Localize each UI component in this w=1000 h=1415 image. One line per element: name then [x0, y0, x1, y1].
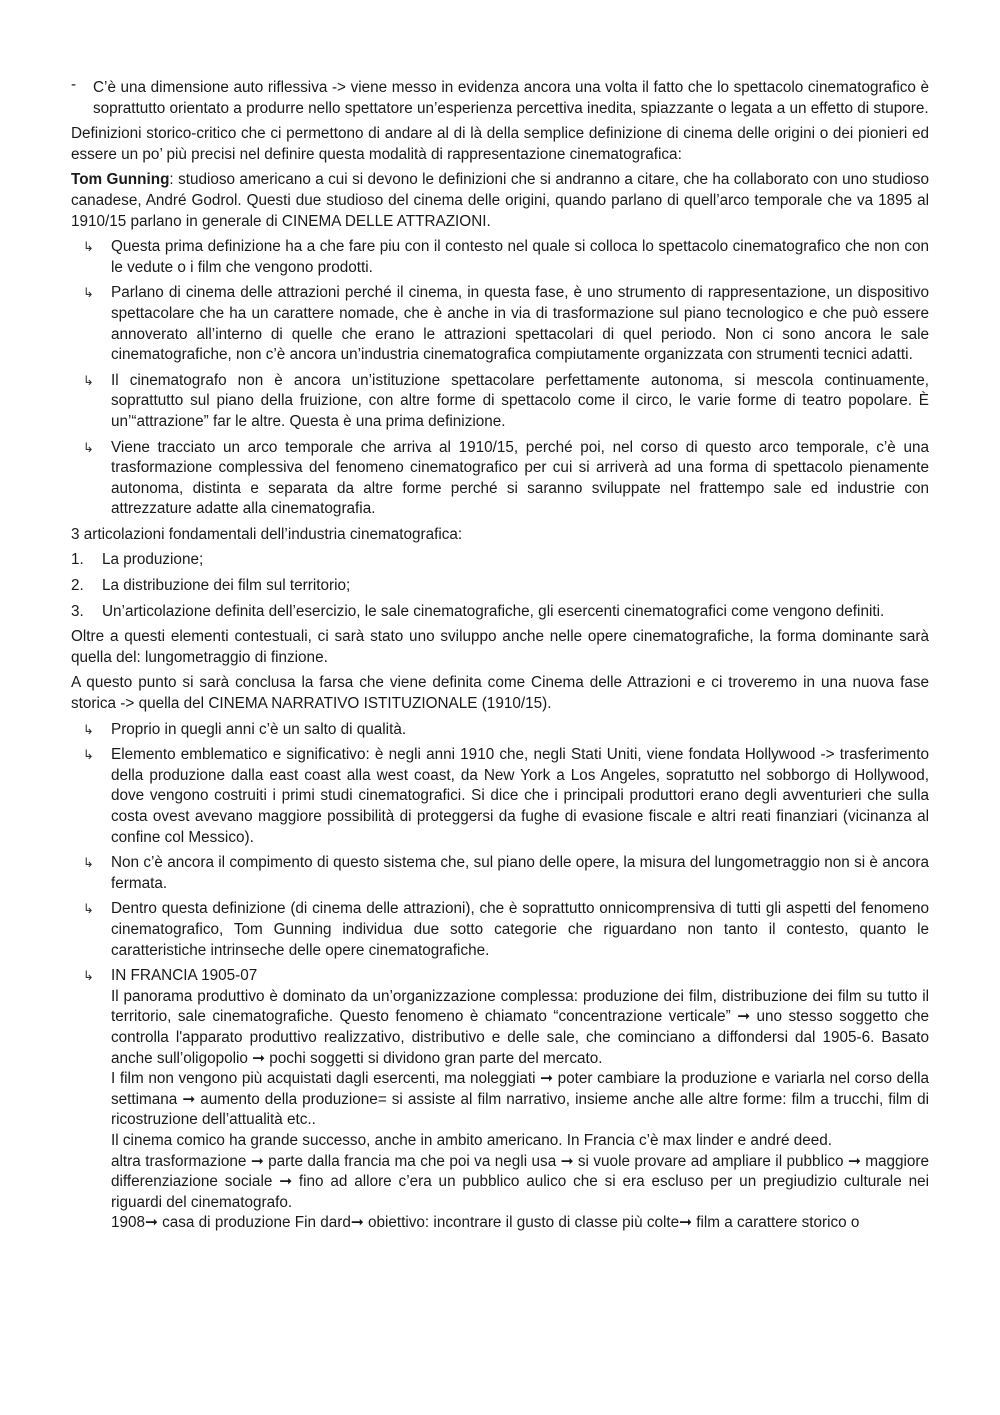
- francia-line: Il panorama produttivo è dominato da un’organizzazione complessa: produzione dei film, distribuzione dei film su tutto il territorio, sale cinematografiche. Questo fenomeno è chiamato “concentrazione verticale” ➞ uno stesso soggetto che controlla l'apparato produttivo realizzativo, distributivo e delle sale, che cominciano a diffondersi dal 1905-6. Basato anche sull’oligopolio ➞ pochi soggetti si dividono gran parte del mercato.: [111, 987, 929, 1067]
- numbered-item: [71, 602, 929, 623]
- numbered-list: [71, 550, 929, 622]
- arrow-return-icon: ↳: [83, 747, 94, 763]
- arrow-item-francia: [71, 966, 929, 1234]
- paragraph-articolazioni: 3 articolazioni fondamentali dell’industria cinematografica:: [71, 525, 463, 543]
- intro-bullet: [71, 78, 929, 119]
- gunning-description: : studioso americano a cui si devono le definizioni che si andranno a citare, che ha collaborato con uno studioso canadese, André Godrol. Questi due studioso del cinema delle origini, quando parlano di quell’arco temporale che va 1895 al 1910/15 parlano in generale di CINEMA DELLE ATTRAZIONI.: [71, 171, 929, 230]
- arrow-list-narrativo: [71, 720, 929, 1234]
- arrow-return-icon: ↳: [83, 721, 94, 737]
- gunning-name: Tom Gunning: [71, 171, 170, 189]
- arrow-item: [71, 371, 929, 433]
- intro-bullet-text: C’è una dimensione auto riflessiva -> viene messo in evidenza ancora una volta il fatto che lo spettacolo cinematografico è soprattutto orientato a produrre nello spettatore un’esperienza percettiva inedita, spiazzante o legata a un effetto di stupore.: [93, 79, 929, 117]
- paragraph-definizioni: Definizioni storico-critico che ci permettono di andare al di là della semplice definizione di cinema delle origini o dei pionieri ed essere un po’ più precisi nel definire questa modalità di rappresentazione cinematografica:: [71, 125, 929, 163]
- francia-line: I film non vengono più acquistati dagli esercenti, ma noleggiati ➞ poter cambiare la produzione e variarla nel corso della settimana ➞ aumento della produzione= si assiste al film narrativo, insieme anche alle altre forme: film a trucchi, film di ricostruzione dell’attualità etc..: [111, 1070, 929, 1129]
- arrow-item-text: Non c’è ancora il compimento di questo sistema che, sul piano delle opere, la misura del lungometraggio non si è ancora fermata.: [111, 854, 929, 892]
- arrow-item-text: Elemento emblematico e significativo: è negli anni 1910 che, negli Stati Uniti, viene fondata Hollywood -> trasferimento della produzione dalla east coast alla west coast, da New York a Los Angeles, sopratutto nel sobborgo di Hollywood, dove vengono costruiti i primi studi cinematografici. Si dice che i principali produttori erano degli avventurieri che sulla costa ovest avevano maggiore possibilità di proteggersi da fughe di evasione fiscale e altri reati finanziari (vicinanza al confine col Messico).: [111, 746, 929, 846]
- francia-heading: IN FRANCIA 1905-07: [111, 967, 258, 985]
- arrow-item: [71, 237, 929, 278]
- francia-line: altra trasformazione ➞ parte dalla francia ma che poi va negli usa ➞ si vuole provare ad ampliare il pubblico ➞ maggiore differenziazione sociale ➞ fino ad allore c’era un pubblico aulico che si era escluso per un pregiudizio culturale nei riguardi del cinematografo.: [111, 1152, 929, 1211]
- item-number: 3.: [71, 602, 84, 620]
- numbered-item: [71, 576, 929, 597]
- paragraph-oltre: Oltre a questi elementi contestuali, ci sarà stato uno sviluppo anche nelle opere cinematografiche, la forma dominante sarà quella del: lungometraggio di finzione.: [71, 628, 929, 666]
- arrow-list-attrazioni: [71, 237, 929, 520]
- arrow-return-icon: ↳: [83, 855, 94, 871]
- numbered-item-text: Un’articolazione definita dell’esercizio, le sale cinematografiche, gli esercenti cinematografici come vengono definiti.: [102, 602, 885, 620]
- arrow-item-text: Dentro questa definizione (di cinema delle attrazioni), che è soprattutto onnicomprensiva di tutti gli aspetti del fenomeno cinematografico, Tom Gunning individua due sotto categorie che riguardano non tanto il contesto, quanto le caratteristiche intrinseche delle opere cinematografiche.: [111, 900, 929, 959]
- arrow-item: [71, 899, 929, 961]
- arrow-item-text: Proprio in quegli anni c’è un salto di qualità.: [111, 720, 407, 738]
- numbered-item-text: La produzione;: [102, 551, 204, 569]
- arrow-item: [71, 853, 929, 894]
- dash-marker: -: [71, 76, 77, 93]
- arrow-item-text: Questa prima definizione ha a che fare piu con il contesto nel quale si colloca lo spettacolo cinematografico che non con le vedute o i film che vengono prodotti.: [111, 238, 929, 276]
- document-page: [71, 78, 929, 1239]
- arrow-return-icon: ↳: [83, 968, 94, 984]
- item-number: 2.: [71, 577, 84, 595]
- arrow-return-icon: ↳: [83, 239, 94, 255]
- francia-line: Il cinema comico ha grande successo, anche in ambito americano. In Francia c’è max linder e andré deed.: [111, 1131, 833, 1149]
- arrow-item: [71, 283, 929, 365]
- arrow-return-icon: ↳: [83, 901, 94, 917]
- arrow-item: [71, 720, 929, 741]
- arrow-return-icon: ↳: [83, 285, 94, 301]
- item-number: 1.: [71, 551, 84, 569]
- paragraph-gunning: [71, 170, 929, 232]
- arrow-return-icon: ↳: [83, 372, 94, 388]
- arrow-item: [71, 745, 929, 848]
- arrow-item-text: Parlano di cinema delle attrazioni perché il cinema, in questa fase, è uno strumento di rappresentazione, un dispositivo spettacolare che ha un carattere nomade, che è anche in via di trasformazione sul piano tecnologico e che può essere annoverato all’interno di quelle che erano le attrazioni spettacolari di quel periodo. Non ci sono ancora le sale cinematografiche, non c’è ancora un’industria cinematografica compiutamente organizzata con strumenti tecnici adatti.: [111, 284, 929, 364]
- numbered-item: [71, 550, 929, 571]
- paragraph-a-questo-punto: A questo punto si sarà conclusa la farsa che viene definita come Cinema delle Attrazioni e ci troveremo in una nuova fase storica -> quella del CINEMA NARRATIVO ISTITUZIONALE (1910/15).: [71, 674, 929, 713]
- arrow-item-text: Il cinematografo non è ancora un’istituzione spettacolare perfettamente autonoma, si mescola continuamente, soprattutto sul piano della fruizione, con altre forme di spettacolo come il circo, le varie forme di teatro popolare. È un’“attrazione” far le altre. Questa è una prima definizione.: [111, 371, 929, 430]
- francia-line: 1908➞ casa di produzione Fin dard➞ obiettivo: incontrare il gusto di classe più colte➞ film a carattere storico o: [111, 1214, 860, 1232]
- numbered-item-text: La distribuzione dei film sul territorio;: [102, 577, 351, 595]
- arrow-return-icon: ↳: [83, 439, 94, 455]
- arrow-item: [71, 438, 929, 520]
- arrow-item-text: Viene tracciato un arco temporale che arriva al 1910/15, perché poi, nel corso di questo arco temporale, c’è una trasformazione complessiva del fenomeno cinematografico per cui si arriverà ad una forma di spettacolo pienamente autonoma, distinta e separata da altre forme perché si saranno sviluppate nel frattempo sale ed industrie con attrezzature adatte alla cinematografia.: [111, 438, 929, 518]
